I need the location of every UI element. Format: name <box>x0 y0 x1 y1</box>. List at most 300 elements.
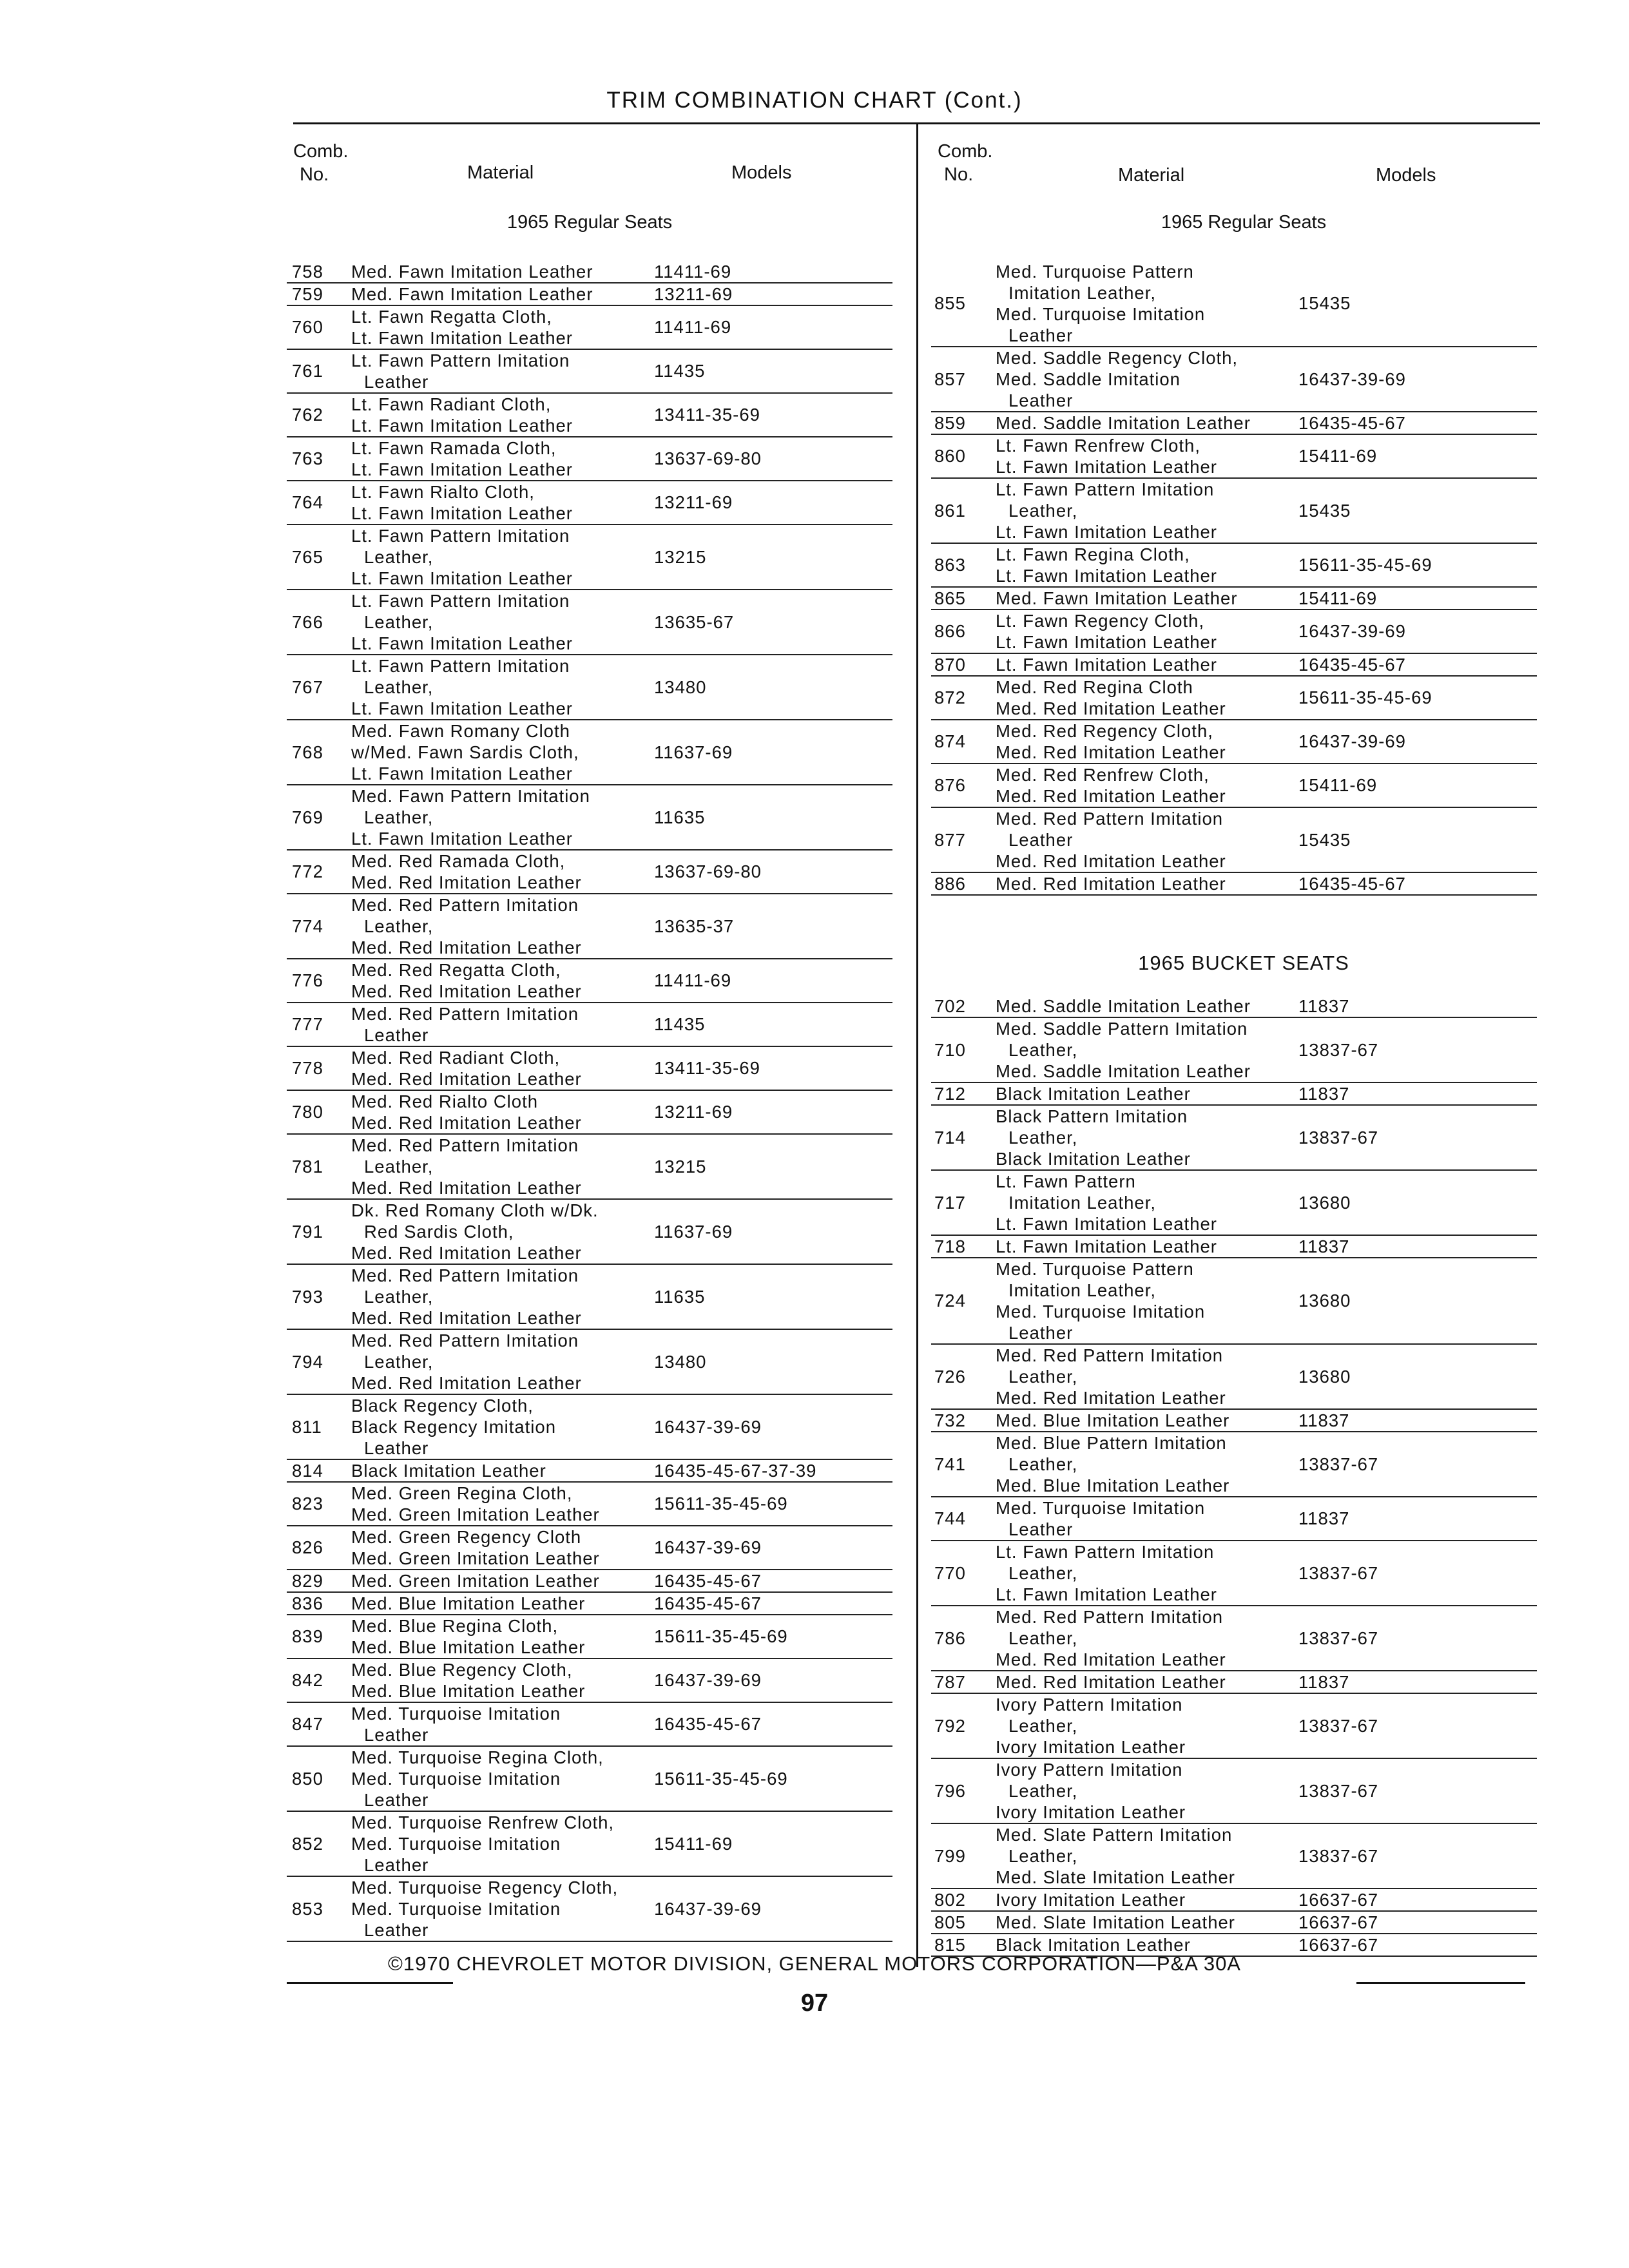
material-line: Med. Fawn Romany Cloth <box>351 721 570 741</box>
material-line: Leather, <box>1008 1781 1078 1801</box>
material-line: Leather <box>364 1725 429 1745</box>
footer-rule-right <box>1356 1982 1525 1984</box>
section-title: 1965 Regular Seats <box>506 212 673 233</box>
comb-number: 786 <box>934 1628 966 1648</box>
material-line: Lt. Fawn Regina Cloth, <box>996 544 1190 564</box>
models-cell: 15611-35-45-69 <box>654 1626 788 1646</box>
material-line: Med. Red Imitation Leather <box>996 786 1226 806</box>
models-cell: 11411-69 <box>654 261 732 282</box>
material-line: Leather <box>364 1025 429 1045</box>
comb-number: 855 <box>934 293 966 313</box>
material-cell <box>996 1345 1292 1408</box>
material-line: Lt. Fawn Pattern Imitation <box>996 479 1215 499</box>
material-line: Med. Saddle Imitation Leather <box>996 996 1251 1016</box>
comb-number: 799 <box>934 1845 966 1866</box>
models-cell: 15411-69 <box>1298 588 1378 608</box>
models-cell: 11637-69 <box>654 742 733 762</box>
material-line: Med. Saddle Pattern Imitation <box>996 1019 1248 1039</box>
comb-number: 874 <box>934 731 966 751</box>
material-line: Med. Turquoise Imitation <box>351 1769 561 1789</box>
comb-number: 787 <box>934 1671 966 1692</box>
material-line: Ivory Pattern Imitation <box>996 1695 1183 1715</box>
models-cell: 15611-35-45-69 <box>1298 687 1432 707</box>
comb-number: 792 <box>934 1715 966 1736</box>
comb-number: 762 <box>292 405 323 425</box>
models-cell: 11635 <box>654 807 706 827</box>
material-line: Lt. Fawn Imitation Leather <box>996 522 1217 542</box>
models-cell: 16637-67 <box>1298 1912 1379 1932</box>
table-row <box>931 720 1537 764</box>
table-row <box>287 959 892 1003</box>
material-line: Med. Fawn Imitation Leather <box>351 262 593 282</box>
material-line: Leather, <box>364 807 434 827</box>
comb-number: 794 <box>292 1351 323 1372</box>
models-cell: 13837-67 <box>1298 1127 1379 1148</box>
material-line: Leather, <box>1008 1128 1078 1148</box>
material-line: Med. Blue Regency Cloth, <box>351 1660 573 1680</box>
table-row <box>287 306 892 350</box>
comb-number: 829 <box>292 1570 323 1591</box>
comb-number: 870 <box>934 654 966 675</box>
material-cell <box>351 785 648 849</box>
comb-number: 863 <box>934 555 966 575</box>
comb-number: 777 <box>292 1014 323 1034</box>
table-row <box>287 1615 892 1659</box>
table-row <box>931 435 1537 479</box>
table-row <box>931 1410 1537 1432</box>
table-row <box>287 1330 892 1395</box>
material-cell <box>996 1889 1292 1910</box>
material-line: Leather, <box>1008 1367 1078 1387</box>
models-cell: 11837 <box>1298 1083 1350 1104</box>
material-line: Imitation Leather, <box>1008 1193 1156 1213</box>
models-cell: 13480 <box>654 677 707 697</box>
models-cell: 13211-69 <box>654 492 733 512</box>
material-line: Leather, <box>1008 1563 1078 1583</box>
material-cell <box>351 590 648 654</box>
material-cell <box>996 1083 1292 1104</box>
material-line: Lt. Fawn Imitation Leather <box>996 1214 1217 1234</box>
table-row <box>287 655 892 720</box>
material-header: Material <box>467 162 534 183</box>
material-line: Black Pattern Imitation <box>996 1106 1188 1126</box>
models-cell: 13837-67 <box>1298 1039 1379 1060</box>
material-cell <box>351 306 648 349</box>
table-row <box>931 1106 1537 1171</box>
comb-number: 791 <box>292 1221 323 1242</box>
models-cell: 13637-69-80 <box>654 861 762 881</box>
table-row <box>287 261 892 284</box>
material-cell <box>351 655 648 719</box>
material-line: Med. Turquoise Pattern <box>996 1259 1194 1279</box>
models-cell: 13211-69 <box>654 1102 733 1122</box>
models-cell: 13837-67 <box>1298 1562 1379 1583</box>
table-row <box>287 1265 892 1330</box>
material-line: Med. Red Imitation Leather <box>996 742 1226 762</box>
material-line: Lt. Fawn Radiant Cloth, <box>351 394 552 414</box>
table-row <box>287 894 892 959</box>
material-cell <box>351 1812 648 1876</box>
no-header: No. <box>944 164 974 185</box>
comb-number: 759 <box>292 284 323 304</box>
material-line: Lt. Fawn Imitation Leather <box>351 328 573 348</box>
material-line: Med. Saddle Imitation Leather <box>996 413 1251 433</box>
models-cell: 13837-67 <box>1298 1628 1379 1648</box>
table-row <box>287 1483 892 1526</box>
material-line: Leather <box>1008 325 1074 345</box>
models-cell: 11837 <box>1298 1236 1350 1256</box>
material-line: Med. Red Regatta Cloth, <box>351 960 561 980</box>
table-row <box>287 1460 892 1483</box>
models-cell: 11435 <box>654 361 706 381</box>
right-table <box>931 261 1537 896</box>
material-line: Leather <box>1008 390 1074 410</box>
material-cell <box>351 1747 648 1811</box>
table-row <box>931 1236 1537 1258</box>
material-line: Med. Red Imitation Leather <box>996 1649 1226 1669</box>
table-row <box>931 1889 1537 1912</box>
table-row <box>287 350 892 394</box>
material-line: Med. Fawn Imitation Leather <box>351 284 593 304</box>
material-cell <box>996 347 1292 411</box>
models-cell: 15411-69 <box>1298 446 1378 466</box>
material-line: w/Med. Fawn Sardis Cloth, <box>351 742 579 762</box>
table-row <box>287 481 892 525</box>
material-line: Med. Red Pattern Imitation <box>351 1135 579 1155</box>
left-column <box>287 126 892 1942</box>
footer-copyright: ©1970 CHEVROLET MOTOR DIVISION, GENERAL MOTORS CORPORATION—P&A 30A <box>388 1952 1241 1975</box>
comb-number: 826 <box>292 1537 323 1557</box>
comb-number: 718 <box>934 1236 966 1256</box>
table-row <box>287 437 892 481</box>
table-row <box>931 1171 1537 1236</box>
material-line: Med. Turquoise Renfrew Cloth, <box>351 1812 615 1832</box>
material-line: Lt. Fawn Imitation Leather <box>996 566 1217 586</box>
material-cell <box>996 1258 1292 1343</box>
comb-number: 741 <box>934 1454 966 1474</box>
material-line: Leather, <box>364 1287 434 1307</box>
material-line: Black Regency Cloth, <box>351 1396 534 1416</box>
comb-number: 823 <box>292 1494 323 1514</box>
material-line: Med. Slate Pattern Imitation <box>996 1825 1233 1845</box>
material-line: Lt. Fawn Imitation Leather <box>351 698 573 718</box>
comb-number: 763 <box>292 448 323 468</box>
material-line: Med. Blue Imitation Leather <box>996 1475 1230 1495</box>
material-line: Med. Red Imitation Leather <box>351 1243 582 1263</box>
material-line: Med. Turquoise Pattern <box>996 262 1194 282</box>
table-row <box>931 1432 1537 1497</box>
comb-number: 758 <box>292 261 323 282</box>
material-line: Leather <box>364 1920 429 1940</box>
table-row <box>287 1747 892 1812</box>
table-row <box>931 347 1537 412</box>
material-cell <box>996 1432 1292 1496</box>
material-cell <box>996 1106 1292 1169</box>
material-cell <box>351 1395 648 1459</box>
material-cell <box>351 894 648 958</box>
table-row <box>931 995 1537 1018</box>
table-row <box>287 1570 892 1593</box>
comb-number: 814 <box>292 1460 323 1481</box>
models-cell: 15435 <box>1298 829 1351 850</box>
material-cell <box>996 808 1292 872</box>
material-cell <box>351 1593 648 1614</box>
comb-number: 714 <box>934 1127 966 1148</box>
material-cell <box>351 1135 648 1198</box>
material-line: Med. Red Pattern Imitation <box>996 1607 1224 1627</box>
material-line: Black Imitation Leather <box>996 1149 1191 1169</box>
models-cell: 13411-35-69 <box>654 405 760 425</box>
models-cell: 11411-69 <box>654 970 732 990</box>
comb-number: 774 <box>292 916 323 936</box>
material-cell <box>996 261 1292 346</box>
material-line: Med. Fawn Pattern Imitation <box>351 786 590 806</box>
table-row <box>287 590 892 655</box>
material-line: Med. Blue Imitation Leather <box>351 1637 586 1657</box>
comb-number: 805 <box>934 1912 966 1932</box>
comb-number: 778 <box>292 1058 323 1078</box>
models-cell: 15611-35-45-69 <box>1298 555 1432 575</box>
material-cell <box>351 1330 648 1394</box>
page-number: 97 <box>800 1990 829 2017</box>
material-line: Lt. Fawn Imitation Leather <box>996 632 1217 652</box>
material-line: Leather, <box>1008 1846 1078 1866</box>
material-line: Med. Red Renfrew Cloth, <box>996 765 1210 785</box>
comb-number: 724 <box>934 1291 966 1311</box>
material-cell <box>351 1703 648 1745</box>
right-column <box>931 126 1537 1957</box>
models-cell: 16437-39-69 <box>654 1670 762 1690</box>
column-divider <box>916 124 918 1967</box>
material-cell <box>996 1912 1292 1933</box>
table-row <box>931 1018 1537 1083</box>
material-line: Med. Saddle Regency Cloth, <box>996 348 1239 368</box>
material-line: Med. Red Imitation Leather <box>996 1388 1226 1408</box>
comb-number: 776 <box>292 970 323 990</box>
left-header <box>287 126 892 197</box>
table-row <box>287 720 892 785</box>
material-cell <box>351 1091 648 1133</box>
comb-number: 877 <box>934 829 966 850</box>
comb-number: 876 <box>934 775 966 795</box>
left-table <box>287 261 892 1942</box>
material-line: Med. Red Regency Cloth, <box>996 721 1213 741</box>
models-cell: 16435-45-67 <box>1298 654 1406 675</box>
material-cell <box>351 437 648 480</box>
table-row <box>931 1345 1537 1410</box>
material-line: Med. Red Pattern Imitation <box>996 809 1224 829</box>
material-line: Ivory Imitation Leather <box>996 1737 1186 1757</box>
material-line: Med. Turquoise Imitation <box>996 1302 1206 1321</box>
models-cell: 16437-39-69 <box>1298 621 1406 641</box>
comb-number: 767 <box>292 677 323 697</box>
material-cell <box>996 654 1292 675</box>
comb-number: 717 <box>934 1192 966 1213</box>
material-line: Med. Red Rialto Cloth <box>351 1091 539 1111</box>
material-cell <box>351 1526 648 1569</box>
material-cell <box>351 1003 648 1046</box>
models-cell: 13215 <box>654 1156 707 1177</box>
models-cell: 11837 <box>1298 1410 1350 1430</box>
models-cell: 16435-45-67 <box>654 1714 762 1734</box>
models-cell: 16435-45-67 <box>1298 412 1406 433</box>
material-line: Black Imitation Leather <box>996 1935 1191 1955</box>
material-line: Lt. Fawn Pattern <box>996 1171 1136 1191</box>
material-cell <box>996 764 1292 807</box>
no-header: No. <box>300 164 329 185</box>
material-line: Med. Turquoise Imitation <box>996 1498 1206 1518</box>
material-line: Leather, <box>364 677 434 697</box>
material-cell <box>351 284 648 305</box>
table-row <box>931 1912 1537 1934</box>
material-line: Med. Red Pattern Imitation <box>351 1265 579 1285</box>
comb-number: 760 <box>292 317 323 337</box>
comb-header: Comb. <box>938 141 993 162</box>
material-line: Imitation Leather, <box>1008 1280 1156 1300</box>
material-line: Lt. Fawn Imitation Leather <box>351 503 573 523</box>
material-line: Leather <box>1008 830 1074 850</box>
material-line: Med. Green Imitation Leather <box>351 1504 600 1524</box>
table-row <box>287 1091 892 1135</box>
material-line: Lt. Fawn Imitation Leather <box>351 829 573 849</box>
comb-number: 772 <box>292 861 323 881</box>
material-cell <box>996 588 1292 609</box>
material-cell <box>996 1410 1292 1431</box>
table-row <box>287 394 892 437</box>
material-line: Lt. Fawn Imitation Leather <box>351 416 573 436</box>
comb-number: 764 <box>292 492 323 512</box>
material-line: Med. Blue Imitation Leather <box>351 1593 586 1613</box>
comb-number: 770 <box>934 1562 966 1583</box>
material-cell <box>996 720 1292 763</box>
models-cell: 13635-37 <box>654 916 735 936</box>
material-cell <box>996 1671 1292 1693</box>
material-line: Leather, <box>1008 1716 1078 1736</box>
material-line: Med. Blue Imitation Leather <box>351 1681 586 1701</box>
material-line: Med. Green Imitation Leather <box>351 1548 600 1568</box>
footer-rule-left <box>287 1982 453 1984</box>
material-line: Med. Turquoise Imitation <box>351 1704 561 1724</box>
comb-number: 815 <box>934 1934 966 1955</box>
models-cell: 13637-69-80 <box>654 448 762 468</box>
comb-number: 765 <box>292 546 323 567</box>
material-line: Lt. Fawn Pattern Imitation <box>351 351 570 370</box>
models-cell: 16437-39-69 <box>1298 369 1406 389</box>
comb-number: 766 <box>292 611 323 632</box>
material-line: Lt. Fawn Imitation Leather <box>996 1236 1217 1256</box>
models-cell: 16437-39-69 <box>654 1537 762 1557</box>
comb-number: 866 <box>934 621 966 641</box>
table-row <box>287 1200 892 1265</box>
material-line: Ivory Pattern Imitation <box>996 1760 1183 1780</box>
comb-number: 847 <box>292 1714 323 1734</box>
comb-number: 781 <box>292 1156 323 1177</box>
material-cell <box>996 873 1292 894</box>
material-line: Lt. Fawn Ramada Cloth, <box>351 438 557 458</box>
models-cell: 16437-39-69 <box>654 1898 762 1919</box>
material-cell <box>351 720 648 784</box>
material-line: Leather, <box>364 547 434 567</box>
table-row <box>931 677 1537 720</box>
table-row <box>931 1606 1537 1671</box>
models-cell: 13411-35-69 <box>654 1058 760 1078</box>
models-cell: 13837-67 <box>1298 1715 1379 1736</box>
comb-number: 853 <box>292 1898 323 1919</box>
material-cell <box>351 1047 648 1090</box>
material-cell <box>996 1759 1292 1823</box>
material-line: Med. Red Imitation Leather <box>351 1308 582 1328</box>
models-cell: 16637-67 <box>1298 1934 1379 1955</box>
material-line: Med. Red Pattern Imitation <box>351 1004 579 1024</box>
material-cell <box>996 1171 1292 1235</box>
material-line: Ivory Imitation Leather <box>996 1802 1186 1822</box>
models-cell: 13635-67 <box>654 611 735 632</box>
models-cell: 16437-39-69 <box>1298 731 1406 751</box>
comb-number: 836 <box>292 1593 323 1613</box>
models-cell: 15435 <box>1298 500 1351 521</box>
material-line: Red Sardis Cloth, <box>364 1222 514 1242</box>
material-line: Leather, <box>1008 501 1078 521</box>
material-line: Lt. Fawn Imitation Leather <box>351 459 573 479</box>
table-row <box>931 610 1537 654</box>
material-line: Leather, <box>364 1352 434 1372</box>
material-line: Med. Blue Pattern Imitation <box>996 1433 1227 1453</box>
comb-number: 726 <box>934 1366 966 1387</box>
material-header: Material <box>1118 165 1185 186</box>
models-cell: 13680 <box>1298 1366 1351 1387</box>
material-line: Med. Red Imitation Leather <box>351 1178 582 1198</box>
material-line: Black Imitation Leather <box>351 1461 546 1481</box>
material-line: Med. Red Imitation Leather <box>351 1373 582 1393</box>
material-line: Med. Saddle Imitation Leather <box>996 1061 1251 1081</box>
material-line: Leather, <box>364 916 434 936</box>
table-row <box>931 1497 1537 1541</box>
table-row <box>287 1593 892 1615</box>
models-cell: 11637-69 <box>654 1221 733 1242</box>
section-title: 1965 Regular Seats <box>1161 212 1327 233</box>
table-row <box>931 1083 1537 1106</box>
models-cell: 11635 <box>654 1286 706 1307</box>
comb-number: 859 <box>934 412 966 433</box>
material-cell <box>996 995 1292 1017</box>
material-line: Lt. Fawn Pattern Imitation <box>996 1542 1215 1562</box>
material-line: Lt. Fawn Pattern Imitation <box>351 591 570 611</box>
comb-header: Comb. <box>293 141 349 162</box>
models-cell: 13837-67 <box>1298 1845 1379 1866</box>
material-line: Med. Red Imitation Leather <box>351 937 582 957</box>
comb-number: 732 <box>934 1410 966 1430</box>
comb-number: 710 <box>934 1039 966 1060</box>
material-cell <box>351 525 648 589</box>
table-row <box>287 1003 892 1047</box>
models-header: Models <box>731 162 792 183</box>
models-cell: 13837-67 <box>1298 1780 1379 1801</box>
material-line: Lt. Fawn Imitation Leather <box>996 457 1217 477</box>
comb-number: 702 <box>934 995 966 1016</box>
material-line: Med. Red Imitation Leather <box>351 1069 582 1089</box>
table-row <box>287 1812 892 1877</box>
material-line: Lt. Fawn Rialto Cloth, <box>351 482 535 502</box>
material-line: Lt. Fawn Imitation Leather <box>351 764 573 783</box>
material-line: Med. Turquoise Regency Cloth, <box>351 1878 619 1898</box>
material-line: Med. Fawn Imitation Leather <box>996 588 1238 608</box>
material-line: Med. Red Imitation Leather <box>996 1672 1226 1692</box>
material-line: Leather <box>364 372 429 392</box>
models-cell: 16437-39-69 <box>654 1416 762 1437</box>
material-cell <box>996 677 1292 719</box>
table-row <box>931 1759 1537 1824</box>
material-cell <box>996 479 1292 543</box>
